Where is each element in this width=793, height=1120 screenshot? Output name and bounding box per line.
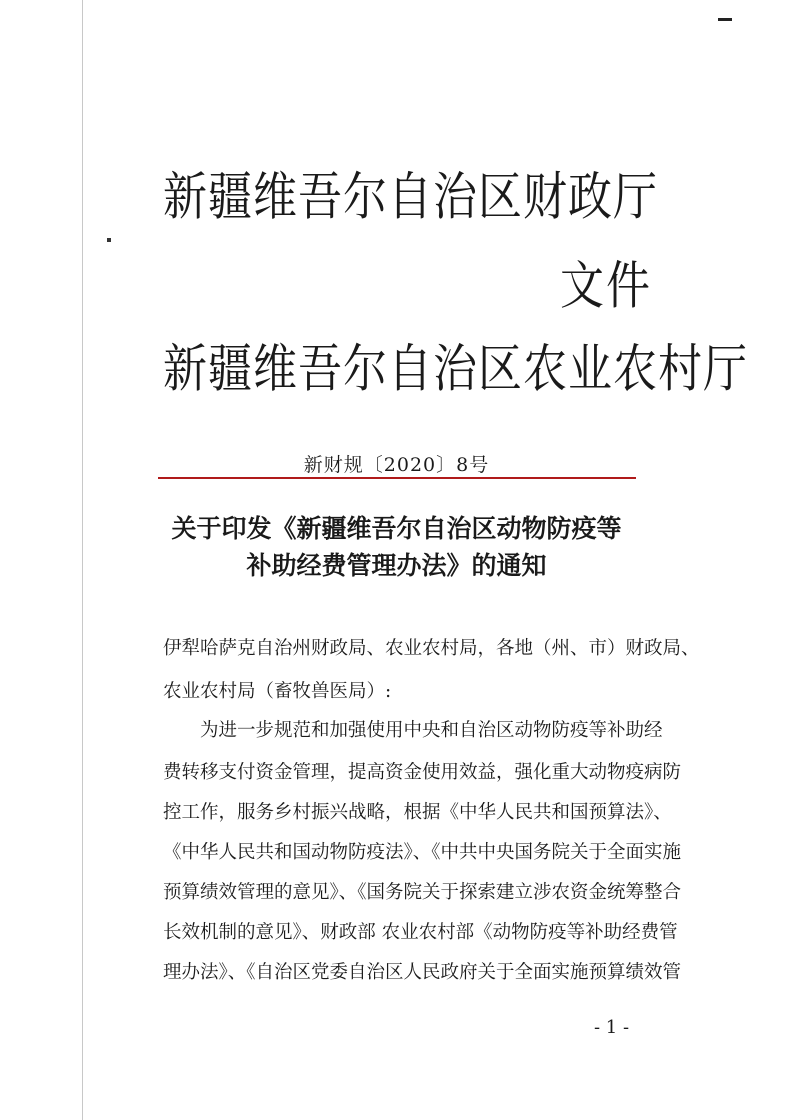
- body-paragraph-line: 《中华人民共和国动物防疫法》、《中共中央国务院关于全面实施: [163, 842, 682, 863]
- addressee-line-2: 农业农村局（畜牧兽医局）:: [163, 681, 392, 702]
- document-number: 新财规〔2020〕8号: [303, 454, 490, 476]
- issuer-finance-department: 新疆维吾尔自治区财政厅: [163, 167, 658, 228]
- body-paragraph-line: 预算绩效管理的意见》、《国务院关于探索建立涉农资金统筹整合: [163, 882, 682, 903]
- addressee-line-1: 伊犁哈萨克自治州财政局、农业农村局，各地（州、市）财政局、: [163, 638, 700, 659]
- body-paragraph-line: 为进一步规范和加强使用中央和自治区动物防疫等补助经: [200, 720, 663, 741]
- notice-title-line-1: 关于印发《新疆维吾尔自治区动物防疫等: [171, 514, 622, 543]
- document-word: 文件: [560, 256, 652, 317]
- notice-title-line-2: 补助经费管理办法》的通知: [246, 551, 547, 580]
- body-paragraph-line: 理办法》、《自治区党委自治区人民政府关于全面实施预算绩效管: [163, 962, 682, 983]
- scan-dot: [107, 238, 111, 242]
- header-divider: [158, 477, 636, 479]
- body-paragraph-line: 长效机制的意见》、财政部 农业农村部《动物防疫等补助经费管: [163, 922, 678, 943]
- body-paragraph-line: 控工作，服务乡村振兴战略，根据《中华人民共和国预算法》、: [163, 802, 672, 823]
- scan-mark: [718, 18, 732, 21]
- body-paragraph-line: 费转移支付资金管理，提高资金使用效益，强化重大动物疫病防: [163, 762, 682, 783]
- issuer-agriculture-department: 新疆维吾尔自治区农业农村厅: [163, 339, 748, 400]
- page-number: - 1 -: [594, 1017, 630, 1038]
